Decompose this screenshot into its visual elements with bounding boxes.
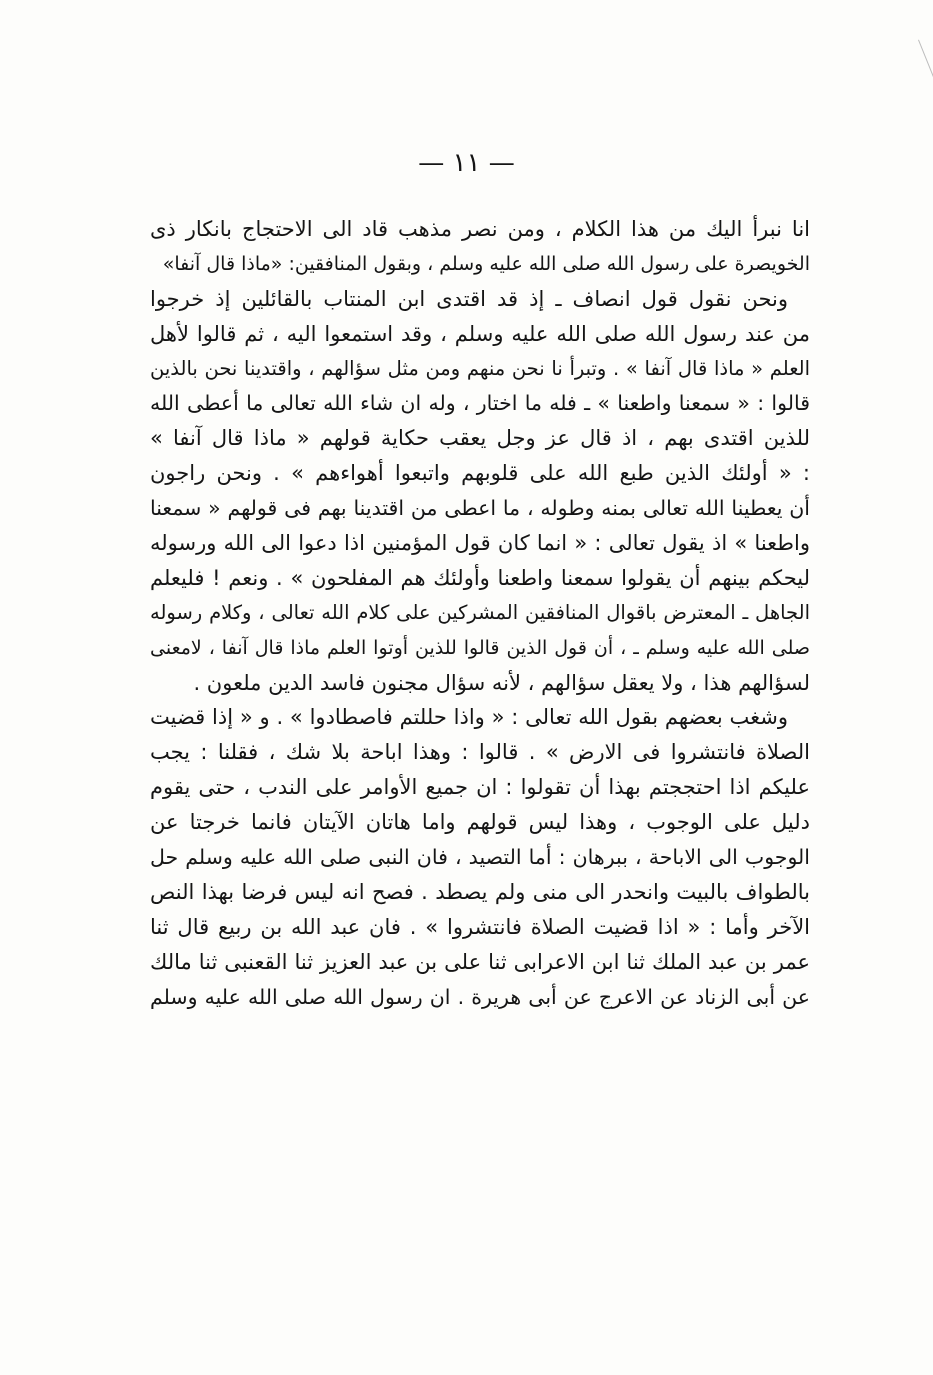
scan-artifact-line bbox=[918, 40, 933, 96]
text-line: واطعنا » اذ يقول تعالى : « انما كان قول المؤمنين اذا دعوا الى الله ورسوله bbox=[150, 531, 810, 556]
text-line: الخويصرة على رسول الله صلى الله عليه وسلم ، وبقول المنافقين: «ماذا قال آنفا» bbox=[162, 252, 810, 275]
text-line: وشغب بعضهم بقول الله تعالى : « واذا حللتم فاصطادوا » . و « إذا قضيت bbox=[150, 705, 788, 730]
text-line: الآخر وأما : « اذا قضيت الصلاة فانتشروا » . فان عبد الله بن ربيع قال ثنا bbox=[150, 914, 810, 939]
text-line: الجاهل ـ المعترض باقوال المنافقين المشركين على كلام الله تعالى ، وكلام رسوله bbox=[150, 600, 810, 624]
text-line: بالطواف بالبيت وانحدر الى منى ولم يصطد . فصح انه ليس فرضا بهذا النص bbox=[150, 879, 810, 904]
text-line: دليل على الوجوب ، وهذا ليس قولهم واما هاتان الآيتان فانما خرجتا عن bbox=[150, 810, 810, 835]
text-line: الوجوب الى الاباحة ، ببرهان : أما التصيد ، فان النبى صلى الله عليه وسلم حل bbox=[150, 845, 810, 870]
text-line: أن يعطينا الله تعالى بمنه وطوله ، ما اعطى من اقتدينا بهم فى قولهم « سمعنا bbox=[150, 496, 810, 521]
text-line: صلى الله عليه وسلم ـ ، أن قول الذين قالوا للذين أوتوا العلم ماذا قال آنفا ، لامعنى bbox=[150, 636, 810, 659]
body-text bbox=[150, 212, 810, 1014]
text-line: انا نبرأ اليك من هذا الكلام ، ومن نصر مذهب قاد الى الاحتجاج بانكار ذى bbox=[150, 217, 810, 241]
text-line: عمر بن عبد الملك ثنا ابن الاعرابى ثنا على بن عبد العزيز ثنا القعنبى ثنا مالك bbox=[150, 949, 810, 974]
text-line: للذين اقتدى بهم ، اذ قال عز وجل يعقب حكاية قولهم « ماذا قال آنفا » bbox=[150, 426, 810, 451]
text-line: العلم « ماذا قال آنفا » . وتبرأ نا نحن منهم ومن مثل سؤالهم ، واقتدينا نحن بالذين bbox=[150, 356, 810, 380]
text-line: قالوا : « سمعنا واطعنا » ـ فله ما اختار ، وله ان شاء الله تعالى ما أعطى الله bbox=[150, 391, 810, 416]
page-number: — ١١ — bbox=[418, 148, 515, 178]
text-line: الصلاة فانتشروا فى الارض » . قالوا : وهذا اباحة بلا شك ، فقلنا : يجب bbox=[150, 740, 810, 765]
text-line: : « أولئك الذين طبع الله على قلوبهم واتبعوا أهواءهم » . ونحن راجون bbox=[150, 461, 810, 486]
text-line: ونحن نقول قول انصاف ـ إذ قد اقتدى ابن المنتاب بالقائلين إذ خرجوا bbox=[150, 286, 788, 311]
text-line: ليحكم بينهم أن يقولوا سمعنا واطعنا وأولئك هم المفلحون » . ونعم ! فليعلم bbox=[150, 565, 810, 590]
text-line: عليكم اذا احتججتم بهذا أن تقولوا : ان جميع الأوامر على الندب ، حتى يقوم bbox=[150, 775, 810, 800]
text-line: من عند رسول الله صلى الله عليه وسلم ، وقد استمعوا اليه ، ثم قالوا لأهل bbox=[150, 321, 810, 346]
text-line: عن أبى الزناد عن الاعرج عن أبى هريرة . ان رسول الله صلى الله عليه وسلم bbox=[150, 984, 810, 1009]
text-line: لسؤالهم هذا ، ولا يعقل سؤالهم ، لأنه سؤال مجنون فاسد الدين ملعون . bbox=[193, 670, 810, 695]
